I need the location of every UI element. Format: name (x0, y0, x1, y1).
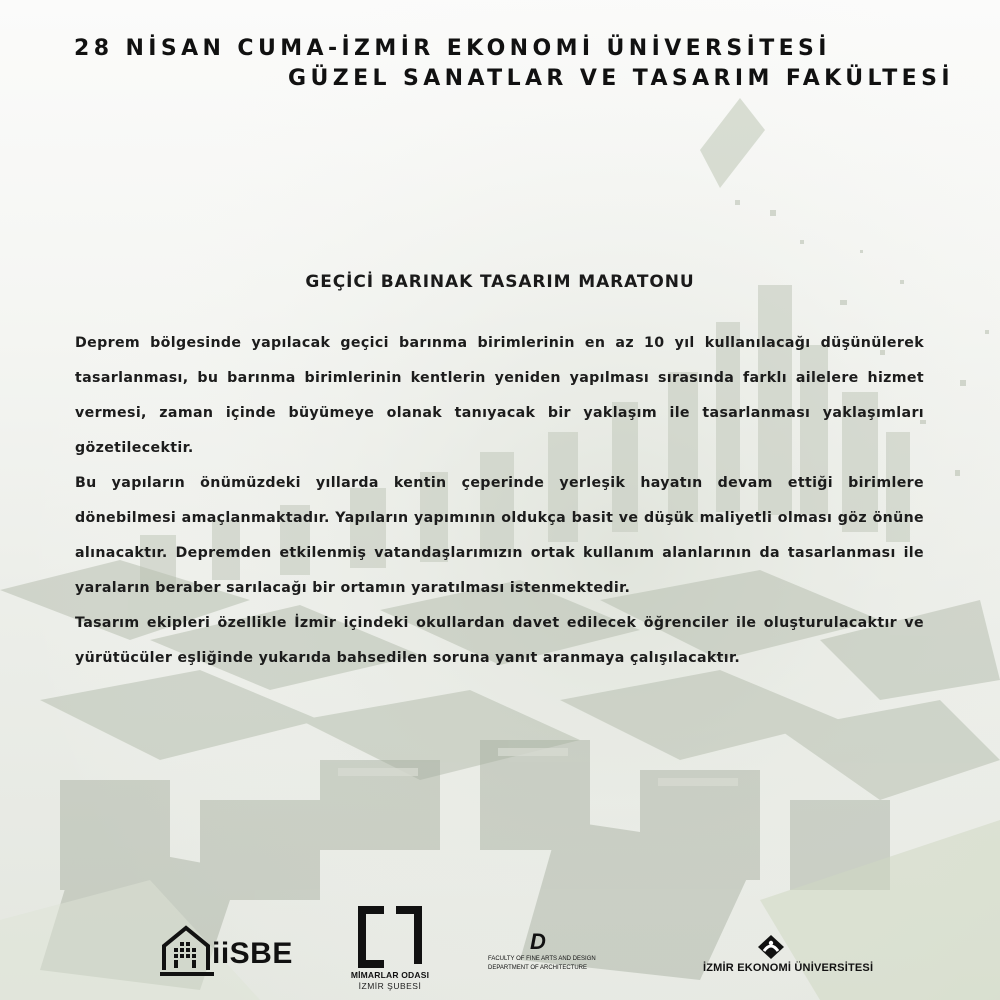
fine-arts-department-name: DEPARTMENT OF ARCHITECTURE (488, 965, 588, 971)
paragraph: Deprem bölgesinde yapılacak geçici barınma birimlerinin en az 10 yıl kullanılacağı düşünülerek tasarlanması, bu barınma birimlerinin kentlerin yeniden yapılması sırasında farklı ailelere hizmet vermesi, zaman içinde büyümeye olanak tanıyacak bir yaklaşım ile tasarlanması yaklaşımları gözetilecektir. (75, 335, 924, 456)
mimarlar-odasi-branch: İZMİR ŞUBESİ (358, 981, 422, 991)
izmir-ekonomi-universitesi-wordmark: İZMİR EKONOMİ ÜNİVERSİTESİ (703, 962, 874, 974)
mimarlar-odasi-logo (350, 906, 430, 996)
diamond-arch-icon (756, 934, 786, 960)
iisbe-wordmark: iiSBE (212, 937, 293, 970)
header-faculty: GÜZEL SANATLAR VE TASARIM FAKÜLTESİ (288, 66, 954, 91)
event-title: GEÇİCİ BARINAK TASARIM MARATONU (305, 272, 695, 292)
fine-arts-mark: D (530, 929, 546, 954)
body-text (75, 326, 924, 676)
paragraph: Bu yapıların önümüzdeki yıllarda kentin çeperinde yerleşik hayatın devam ettiği birimlere dönebilmesi amaçlanmaktadır. Yapıların yapımının oldukça basit ve düşük maliyetli olması göz önüne alınacaktır. Depremden etkilenmiş vatandaşlarımızın ortak kullanım alanlarının da tasarlanması ile yaraların beraber sarılacağı bir ortamın yaratılması istenmektedir. (75, 475, 924, 596)
fine-arts-faculty-name: FACULTY OF FINE ARTS AND DESIGN (488, 956, 596, 962)
izmir-ekonomi-universitesi-logo (700, 934, 874, 979)
iisbe-logo (160, 920, 293, 980)
sponsor-logos (0, 900, 1000, 1000)
fine-arts-faculty-logo (480, 930, 600, 980)
mimarlar-odasi-name: MİMARLAR ODASI (350, 970, 430, 980)
header-date-venue: 28 NİSAN CUMA-İZMİR EKONOMİ ÜNİVERSİTESİ (74, 36, 831, 61)
bracket-frame-icon (350, 906, 430, 968)
house-grid-icon (160, 920, 214, 980)
paragraph: Tasarım ekipleri özellikle İzmir içindeki okullardan davet edilecek öğrenciler ile oluşturulacaktır ve yürütücüler eşliğinde yukarıda bahsedilen soruna yanıt aranmaya çalışılacaktır. (75, 615, 924, 666)
